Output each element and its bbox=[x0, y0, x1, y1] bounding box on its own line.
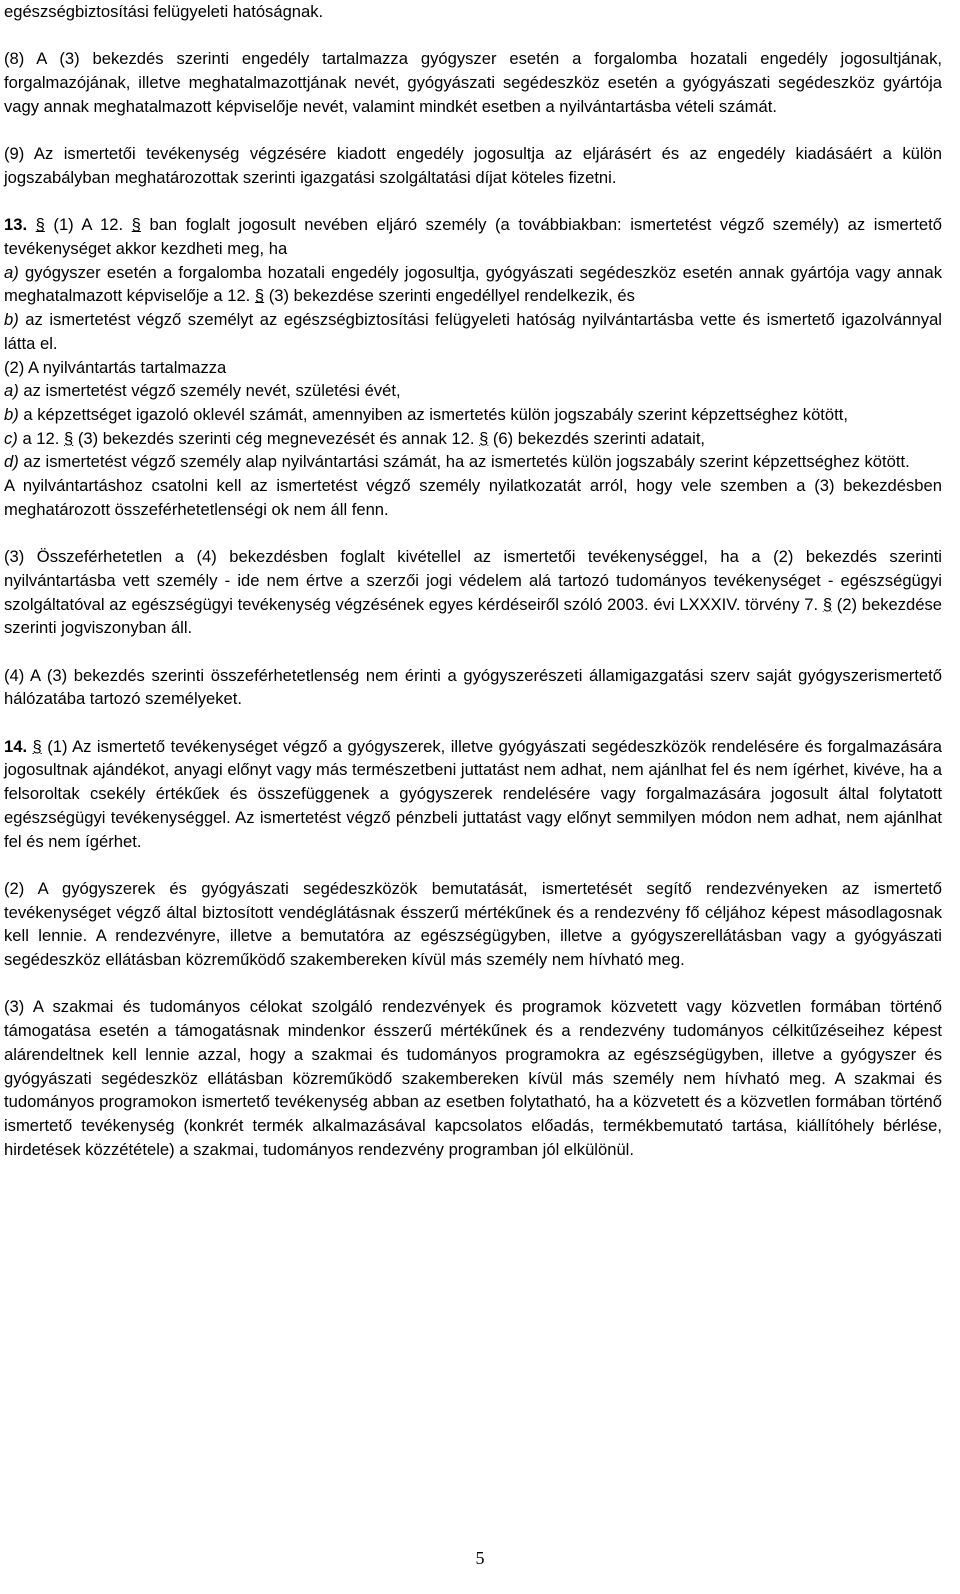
section-13-para-3 bbox=[4, 545, 942, 640]
section-13-para-4: (4) A (3) bekezdés szerinti összeférhetetlenség nem érinti a gyógyszerészeti államigazgatási szerv saját gyógyszerismertető hálózatába tartozó személyeket. bbox=[4, 665, 942, 709]
section-sign: § bbox=[131, 215, 141, 235]
paragraph-9: (9) Az ismertetői tevékenység végzésére kiadott engedély jogosultja az eljárásért és az engedély kiadásáért a külön jogszabályban meghatározottak szerinti igazgatási szolgáltatási díjat köteles fizetni. bbox=[4, 144, 942, 187]
section-number: 13. bbox=[4, 215, 28, 235]
section-14-para-2: (2) A gyógyszerek és gyógyászati segédeszközök bemutatását, ismertetését segítő rendezvényeken az ismertető tevékenységet végző által biztosított vendéglátásnak ésszerű mértékűnek és a rendezvény fő céljához képest másodlagosnak kell lennie. A rendezvényre, illetve a bemutatóra az egészségügyben, illetve a gyógyszerellátásban vagy a gyógyászati segédeszköz ellátásban közreműködő szakembereken kívül más személy nem hívható meg. bbox=[4, 878, 942, 970]
text-run: ban foglalt jogosult nevében eljáró személy (a továbbiakban: ismertetést végző személy) az ismertető tevékenységet akkor kezdheti meg, ha bbox=[4, 215, 942, 258]
text-run: (3) Összeférhetetlen a (4) bekezdésben foglalt kivétellel az ismertetői tevékenységgel, ha a (2) bekezdés szerinti nyilvántartásba vett személy - ide nem értve a szerzői jogi védelem alá tartozó tudományos tevékenységet - egészségügyi szolgáltatóval az egészségügyi tevékenység végzésének egyes kérdéseiről szóló 2003. évi LXXXIV. törvény 7. bbox=[4, 547, 942, 614]
section-14-para-3: (3) A szakmai és tudományos célokat szolgáló rendezvények és programok közvetett vagy közvetlen formában történő támogatása esetén a támogatásnak mindenkor ésszerű mértékűnek és a rendezvény tudományos célkitűzéseihez képest alárendeltnek kell lennie azzal, hogy a szakmai és tudományos programokra az egészségügyben, illetve a gyógyszer és gyógyászati segédeszköz ellátásban közreműködő szakembereken kívül más személy nem hívható meg. A szakmai és tudományos programokon ismertető tevékenység abban az esetben folytatható, ha a közvetett és a közvetlen formában történő ismertető tevékenység (konkrét termék alkalmazásával kapcsolatos előadás, termékbemutató tartása, kiállítóhely bérlése, hirdetések közzététele) a szakmai, tudományos rendezvény programban jól elkülönül. bbox=[4, 997, 942, 1159]
section-sign: § bbox=[35, 215, 45, 235]
section-number: 14. bbox=[4, 736, 28, 756]
point-label: b) bbox=[4, 310, 19, 330]
top-line: egészségbiztosítási felügyeleti hatóságnak. bbox=[4, 2, 324, 21]
text-run: a képzettséget igazoló oklevél számát, amennyiben az ismertetés külön jogszabály szerint képzettséghez kötött, bbox=[18, 404, 848, 424]
point-label: b) bbox=[4, 404, 19, 424]
section-13-point-a bbox=[4, 261, 942, 308]
text-run: gyógyszer esetén a forgalomba hozatali engedély jogosultja, gyógyászati segédeszköz esetén annak gyártója vagy annak meghatalmazott képviselője a 12. bbox=[4, 262, 942, 306]
paragraph-8: (8) A (3) bekezdés szerinti engedély tartalmazza gyógyszer esetén a forgalomba hozatali engedély jogosultjának, forgalmazójának, illetve meghatalmazottjának nevét, gyógyászati segédeszköz esetén a gyógyászati segédeszköz gyártója vagy annak meghatalmazott képviselője nevét, valamint mindkét esetben a nyilvántartásba vételi számát. bbox=[4, 49, 942, 116]
text-run: az ismertetést végző személyt az egészségbiztosítási felügyeleti hatóság nyilvántartásba vette és ismertető igazolvánnyal látta el. bbox=[4, 310, 942, 353]
document-body bbox=[4, 0, 942, 1161]
text-run: (1) Az ismertető tevékenységet végző a gyógyszerek, illetve gyógyászati segédeszközök rendelésére és forgalmazására jogosultnak ajándékot, anyagi előnyt vagy más természetbeni juttatást nem adhat, nem ajánlhat fel és nem ígérhet, kivéve, ha a felsoroltak csekély értékűek és összefüggenek a gyógyszerek rendelésére vagy forgalmazására jogosult által folytatott egészségügyi tevékenységgel. Az ismertetést végző pénzbeli juttatást vagy előnyt semmilyen módon nem adhat, nem ajánlhat fel és nem ígérhet. bbox=[4, 736, 942, 851]
text-run: (1) A 12. bbox=[44, 215, 132, 235]
text-run: a 12. bbox=[17, 428, 64, 448]
page-number: 5 bbox=[475, 1548, 485, 1568]
section-sign: § bbox=[254, 286, 265, 306]
point-label: d) bbox=[4, 452, 19, 472]
section-13-para-2-tail: A nyilvántartáshoz csatolni kell az ismertetést végző személy nyilatkozatát arról, hogy vele szemben a (3) bekezdésben meghatározott összeférhetetlenségi ok nem áll fenn. bbox=[4, 476, 942, 519]
text-run: (3) bekezdés szerinti cég megnevezését és annak 12. bbox=[73, 428, 480, 448]
section-sign: § bbox=[479, 428, 489, 448]
section-sign: § bbox=[822, 594, 833, 614]
text-run: az ismertetést végző személy nevét, születési évét, bbox=[18, 381, 401, 401]
text-run: az ismertetést végző személy alap nyilvántartási számát, ha az ismertetés külön jogszabály szerint képzettséghez kötött. bbox=[18, 452, 910, 472]
point-label: c) bbox=[4, 428, 18, 448]
section-13-para-2-intro: (2) A nyilvántartás tartalmazza bbox=[4, 357, 227, 377]
section-13-point-b bbox=[4, 308, 942, 355]
section-13-para-2-b bbox=[4, 403, 942, 427]
point-label: a) bbox=[4, 262, 19, 282]
point-label: a) bbox=[4, 381, 19, 401]
text-run: (3) bekezdése szerinti engedéllyel rendelkezik, és bbox=[264, 286, 635, 306]
section-13-para-2-a bbox=[4, 379, 942, 403]
section-13-para-2-c bbox=[4, 427, 942, 451]
section-sign: § bbox=[32, 736, 42, 756]
section-14-para-1 bbox=[4, 735, 942, 854]
section-sign: § bbox=[63, 428, 74, 448]
text-run: (6) bekezdés szerinti adatait, bbox=[488, 428, 706, 448]
text-run: (2) bekezdése szerinti jogviszonyban áll. bbox=[4, 594, 942, 638]
section-13-para-2-d bbox=[4, 450, 942, 474]
section-13-intro bbox=[4, 213, 942, 260]
